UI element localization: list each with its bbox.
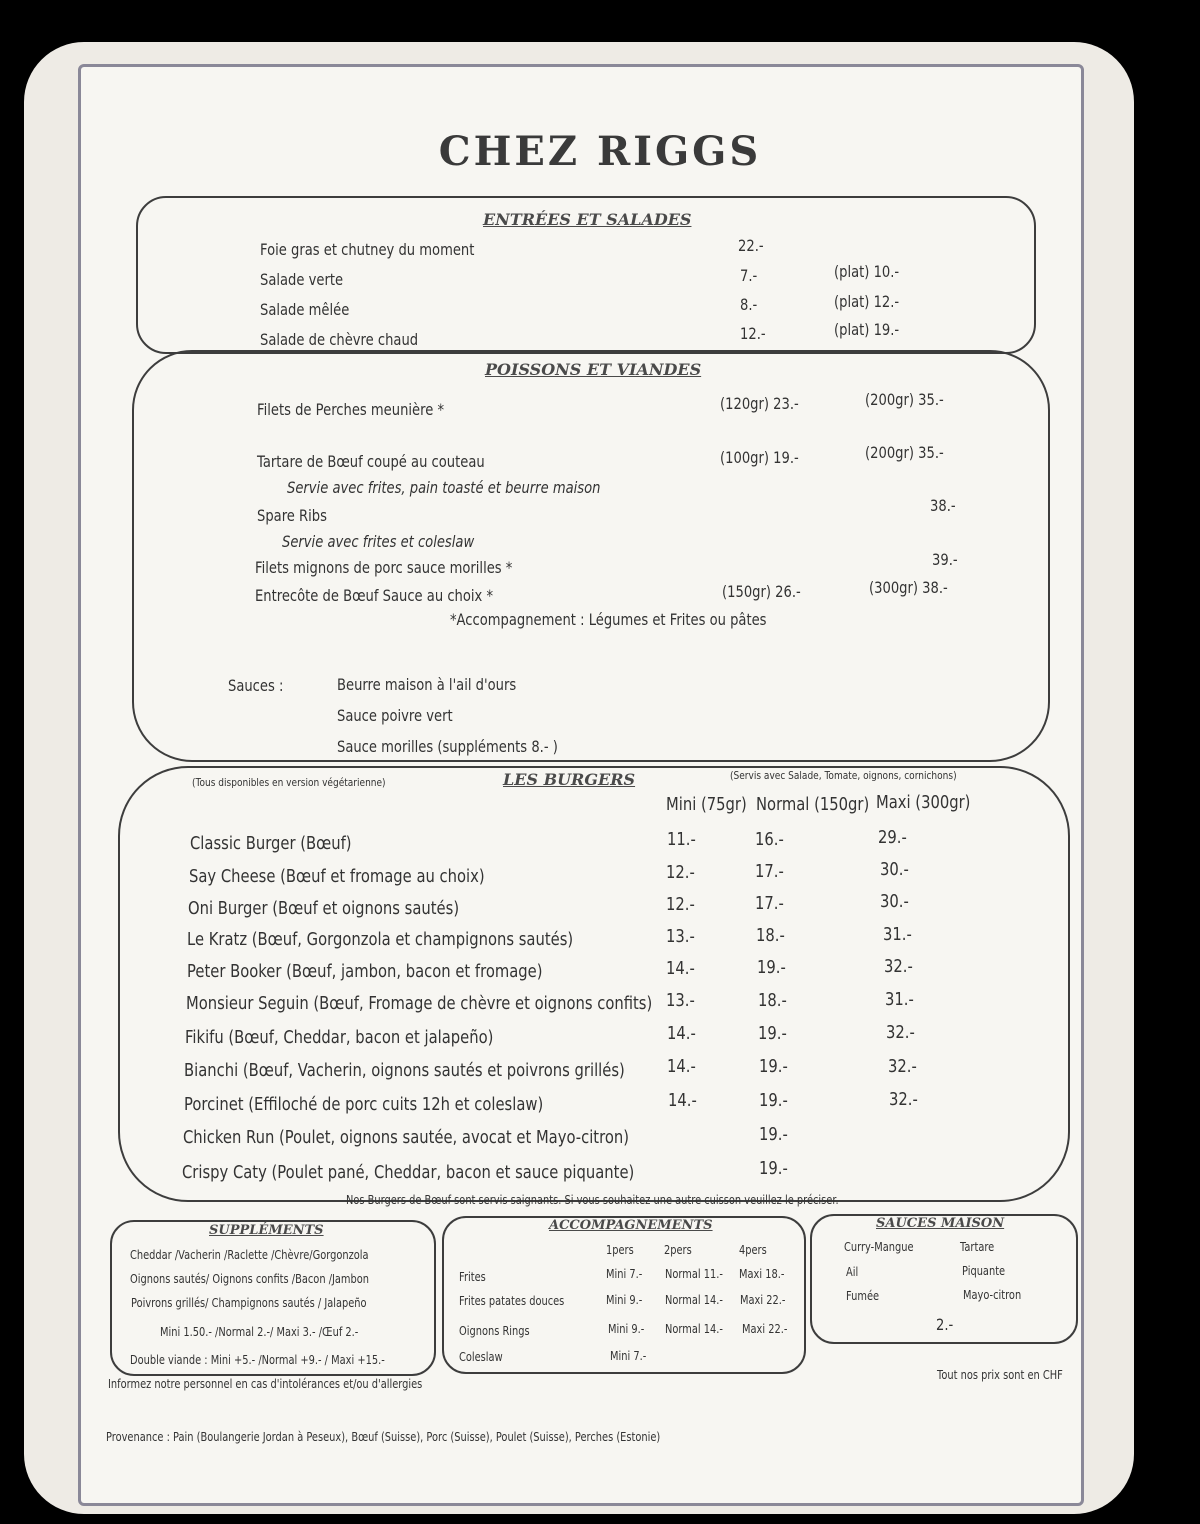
sauce-maison-item: Curry-Mangue [844,1240,914,1254]
sauces-maison-price: 2.- [936,1315,954,1334]
supplement-line: Poivrons grillés/ Champignons sautés / Jalapeño [131,1296,367,1310]
burger-name: Porcinet (Effiloché de porc cuits 12h et coleslaw) [184,1094,544,1115]
poisson-name: Tartare de Bœuf coupé au couteau [257,452,485,471]
burger-col-normal: Normal (150gr) [756,794,870,815]
entree-name: Foie gras et chutney du moment [260,240,475,259]
poisson-note: Servie avec frites et coleslaw [282,532,475,551]
sauce-item: Sauce poivre vert [337,706,453,725]
burger-normal: 18.- [756,925,785,946]
burger-normal: 17.- [755,861,784,882]
poisson-name: Spare Ribs [257,506,327,525]
accomp-price-1: Mini 7.- [610,1349,647,1363]
poisson-large-price: (200gr) 35.- [865,443,944,462]
sauces-label: Sauces : [228,676,284,695]
entree-plat-price: (plat) 19.- [834,320,900,339]
accomp-price-4: Maxi 22.- [740,1293,786,1307]
burger-maxi: 29.- [878,827,907,848]
cuisson-note: Nos Burgers de Bœuf sont servis saignants. Si vous souhaitez une autre cuisson veuillez le préciser. [346,1193,839,1207]
supplement-line: Cheddar /Vacherin /Raclette /Chèvre/Gorgonzola [130,1248,369,1262]
burger-normal: 19.- [758,1023,787,1044]
burger-maxi: 32.- [889,1089,918,1110]
accomp-price-4: Maxi 22.- [742,1322,788,1336]
burger-normal: 19.- [759,1090,788,1111]
burger-name: Monsieur Seguin (Bœuf, Fromage de chèvre et oignons confits) [186,993,653,1014]
burger-mini: 13.- [666,990,695,1011]
poisson-small-price: (120gr) 23.- [720,394,799,413]
entree-name: Salade mêlée [260,300,350,319]
poisson-name: Filets de Perches meunière * [257,400,445,419]
accomp-price-2: Normal 11.- [665,1267,723,1281]
entree-price: 8.- [740,295,758,314]
accomp-col-4pers: 4pers [739,1243,767,1257]
accomp-col-1pers: 1pers [606,1243,634,1257]
chf-note: Tout nos prix sont en CHF [937,1368,1063,1382]
burger-normal: 19.- [759,1158,788,1179]
accomp-price-4: Maxi 18.- [739,1267,785,1281]
accomp-name: Frites [459,1270,486,1284]
entree-plat-price: (plat) 12.- [834,292,900,311]
supplement-price-line: Mini 1.50.- /Normal 2.-/ Maxi 3.- /Œuf 2.- [160,1325,359,1339]
burger-normal: 19.- [759,1124,788,1145]
supplement-line: Oignons sautés/ Oignons confits /Bacon /Jambon [130,1272,370,1286]
allergies-note: Informez notre personnel en cas d'intolérances et/ou d'allergies [108,1377,423,1391]
burger-name: Crispy Caty (Poulet pané, Cheddar, bacon et sauce piquante) [182,1162,635,1183]
burgers-veg-note: (Tous disponibles en version végétarienne) [192,776,386,789]
burger-mini: 14.- [666,958,695,979]
poisson-large-price: (200gr) 35.- [865,390,944,409]
burger-mini: 14.- [668,1090,697,1111]
sauce-item: Sauce morilles (suppléments 8.- ) [337,737,558,756]
entrees-title: ENTRÉES ET SALADES [483,210,692,229]
accomp-price-1: Mini 9.- [606,1293,643,1307]
sauce-maison-item: Piquante [962,1264,1006,1278]
poisson-small-price: (100gr) 19.- [720,448,799,467]
burger-name: Say Cheese (Bœuf et fromage au choix) [189,866,485,887]
poissons-title: POISSONS ET VIANDES [485,360,702,379]
accompagnement-note: *Accompagnement : Légumes et Frites ou pâtes [450,610,767,629]
restaurant-title: CHEZ RIGGS [438,128,762,175]
burger-maxi: 31.- [883,924,912,945]
poisson-large-price: 38.- [930,496,956,515]
entree-price: 7.- [740,266,758,285]
burger-maxi: 30.- [880,859,909,880]
burger-normal: 19.- [757,957,786,978]
sauce-maison-item: Tartare [960,1240,995,1254]
burger-maxi: 31.- [885,989,914,1010]
sauce-maison-item: Mayo-citron [963,1288,1022,1302]
poisson-small-price: (150gr) 26.- [722,582,801,601]
accomp-name: Frites patates douces [459,1294,565,1308]
burger-name: Oni Burger (Bœuf et oignons sautés) [188,898,460,919]
burger-name: Classic Burger (Bœuf) [190,833,352,854]
burger-normal: 17.- [755,893,784,914]
burgers-served-note: (Servis avec Salade, Tomate, oignons, cornichons) [730,769,957,782]
supplements-title: SUPPLÉMENTS [209,1223,324,1238]
burger-name: Le Kratz (Bœuf, Gorgonzola et champignons sautés) [187,929,574,950]
burger-mini: 14.- [667,1056,696,1077]
burger-mini: 11.- [667,829,696,850]
entree-price: 22.- [738,236,764,255]
burger-maxi: 32.- [884,956,913,977]
sauce-item: Beurre maison à l'ail d'ours [337,675,517,694]
burger-normal: 18.- [758,990,787,1011]
entree-name: Salade verte [260,270,344,289]
burger-normal: 16.- [755,829,784,850]
burger-name: Fikifu (Bœuf, Cheddar, bacon et jalapeño) [185,1027,494,1048]
poisson-name: Entrecôte de Bœuf Sauce au choix * [255,586,494,605]
burger-name: Chicken Run (Poulet, oignons sautée, avocat et Mayo-citron) [183,1127,629,1148]
accomp-name: Coleslaw [459,1350,503,1364]
accomp-price-2: Normal 14.- [665,1322,723,1336]
accomp-price-1: Mini 7.- [606,1267,643,1281]
burger-mini: 13.- [666,926,695,947]
poisson-note: Servie avec frites, pain toasté et beurre maison [287,478,601,497]
burger-name: Bianchi (Bœuf, Vacherin, oignons sautés et poivrons grillés) [184,1060,625,1081]
entree-name: Salade de chèvre chaud [260,330,419,349]
burgers-title: LES BURGERS [503,770,636,789]
poisson-large-price: (300gr) 38.- [869,578,948,597]
burger-maxi: 32.- [886,1022,915,1043]
poisson-name: Filets mignons de porc sauce morilles * [255,558,513,577]
accomp-name: Oignons Rings [459,1324,530,1338]
sauce-maison-item: Fumée [846,1289,880,1303]
burger-col-mini: Mini (75gr) [666,794,747,815]
accomp-col-2pers: 2pers [664,1243,692,1257]
burger-col-maxi: Maxi (300gr) [876,792,971,813]
sauces-maison-title: SAUCES MAISON [876,1216,1005,1231]
burger-maxi: 32.- [888,1056,917,1077]
supplement-double-line: Double viande : Mini +5.- /Normal +9.- / Maxi +15.- [130,1353,385,1367]
burger-mini: 12.- [666,862,695,883]
burger-maxi: 30.- [880,891,909,912]
entree-price: 12.- [740,324,766,343]
accompagnements-title: ACCOMPAGNEMENTS [549,1218,713,1233]
accomp-price-1: Mini 9.- [608,1322,645,1336]
provenance-note: Provenance : Pain (Boulangerie Jordan à Peseux), Bœuf (Suisse), Porc (Suisse), Poulet (Suisse), Perches (Estonie) [106,1430,661,1444]
sauce-maison-item: Ail [846,1265,859,1279]
accomp-price-2: Normal 14.- [665,1293,723,1307]
burger-normal: 19.- [759,1056,788,1077]
burger-name: Peter Booker (Bœuf, jambon, bacon et fromage) [187,961,543,982]
burger-mini: 12.- [666,894,695,915]
entree-plat-price: (plat) 10.- [834,262,900,281]
burger-mini: 14.- [667,1023,696,1044]
poisson-large-price: 39.- [932,550,958,569]
